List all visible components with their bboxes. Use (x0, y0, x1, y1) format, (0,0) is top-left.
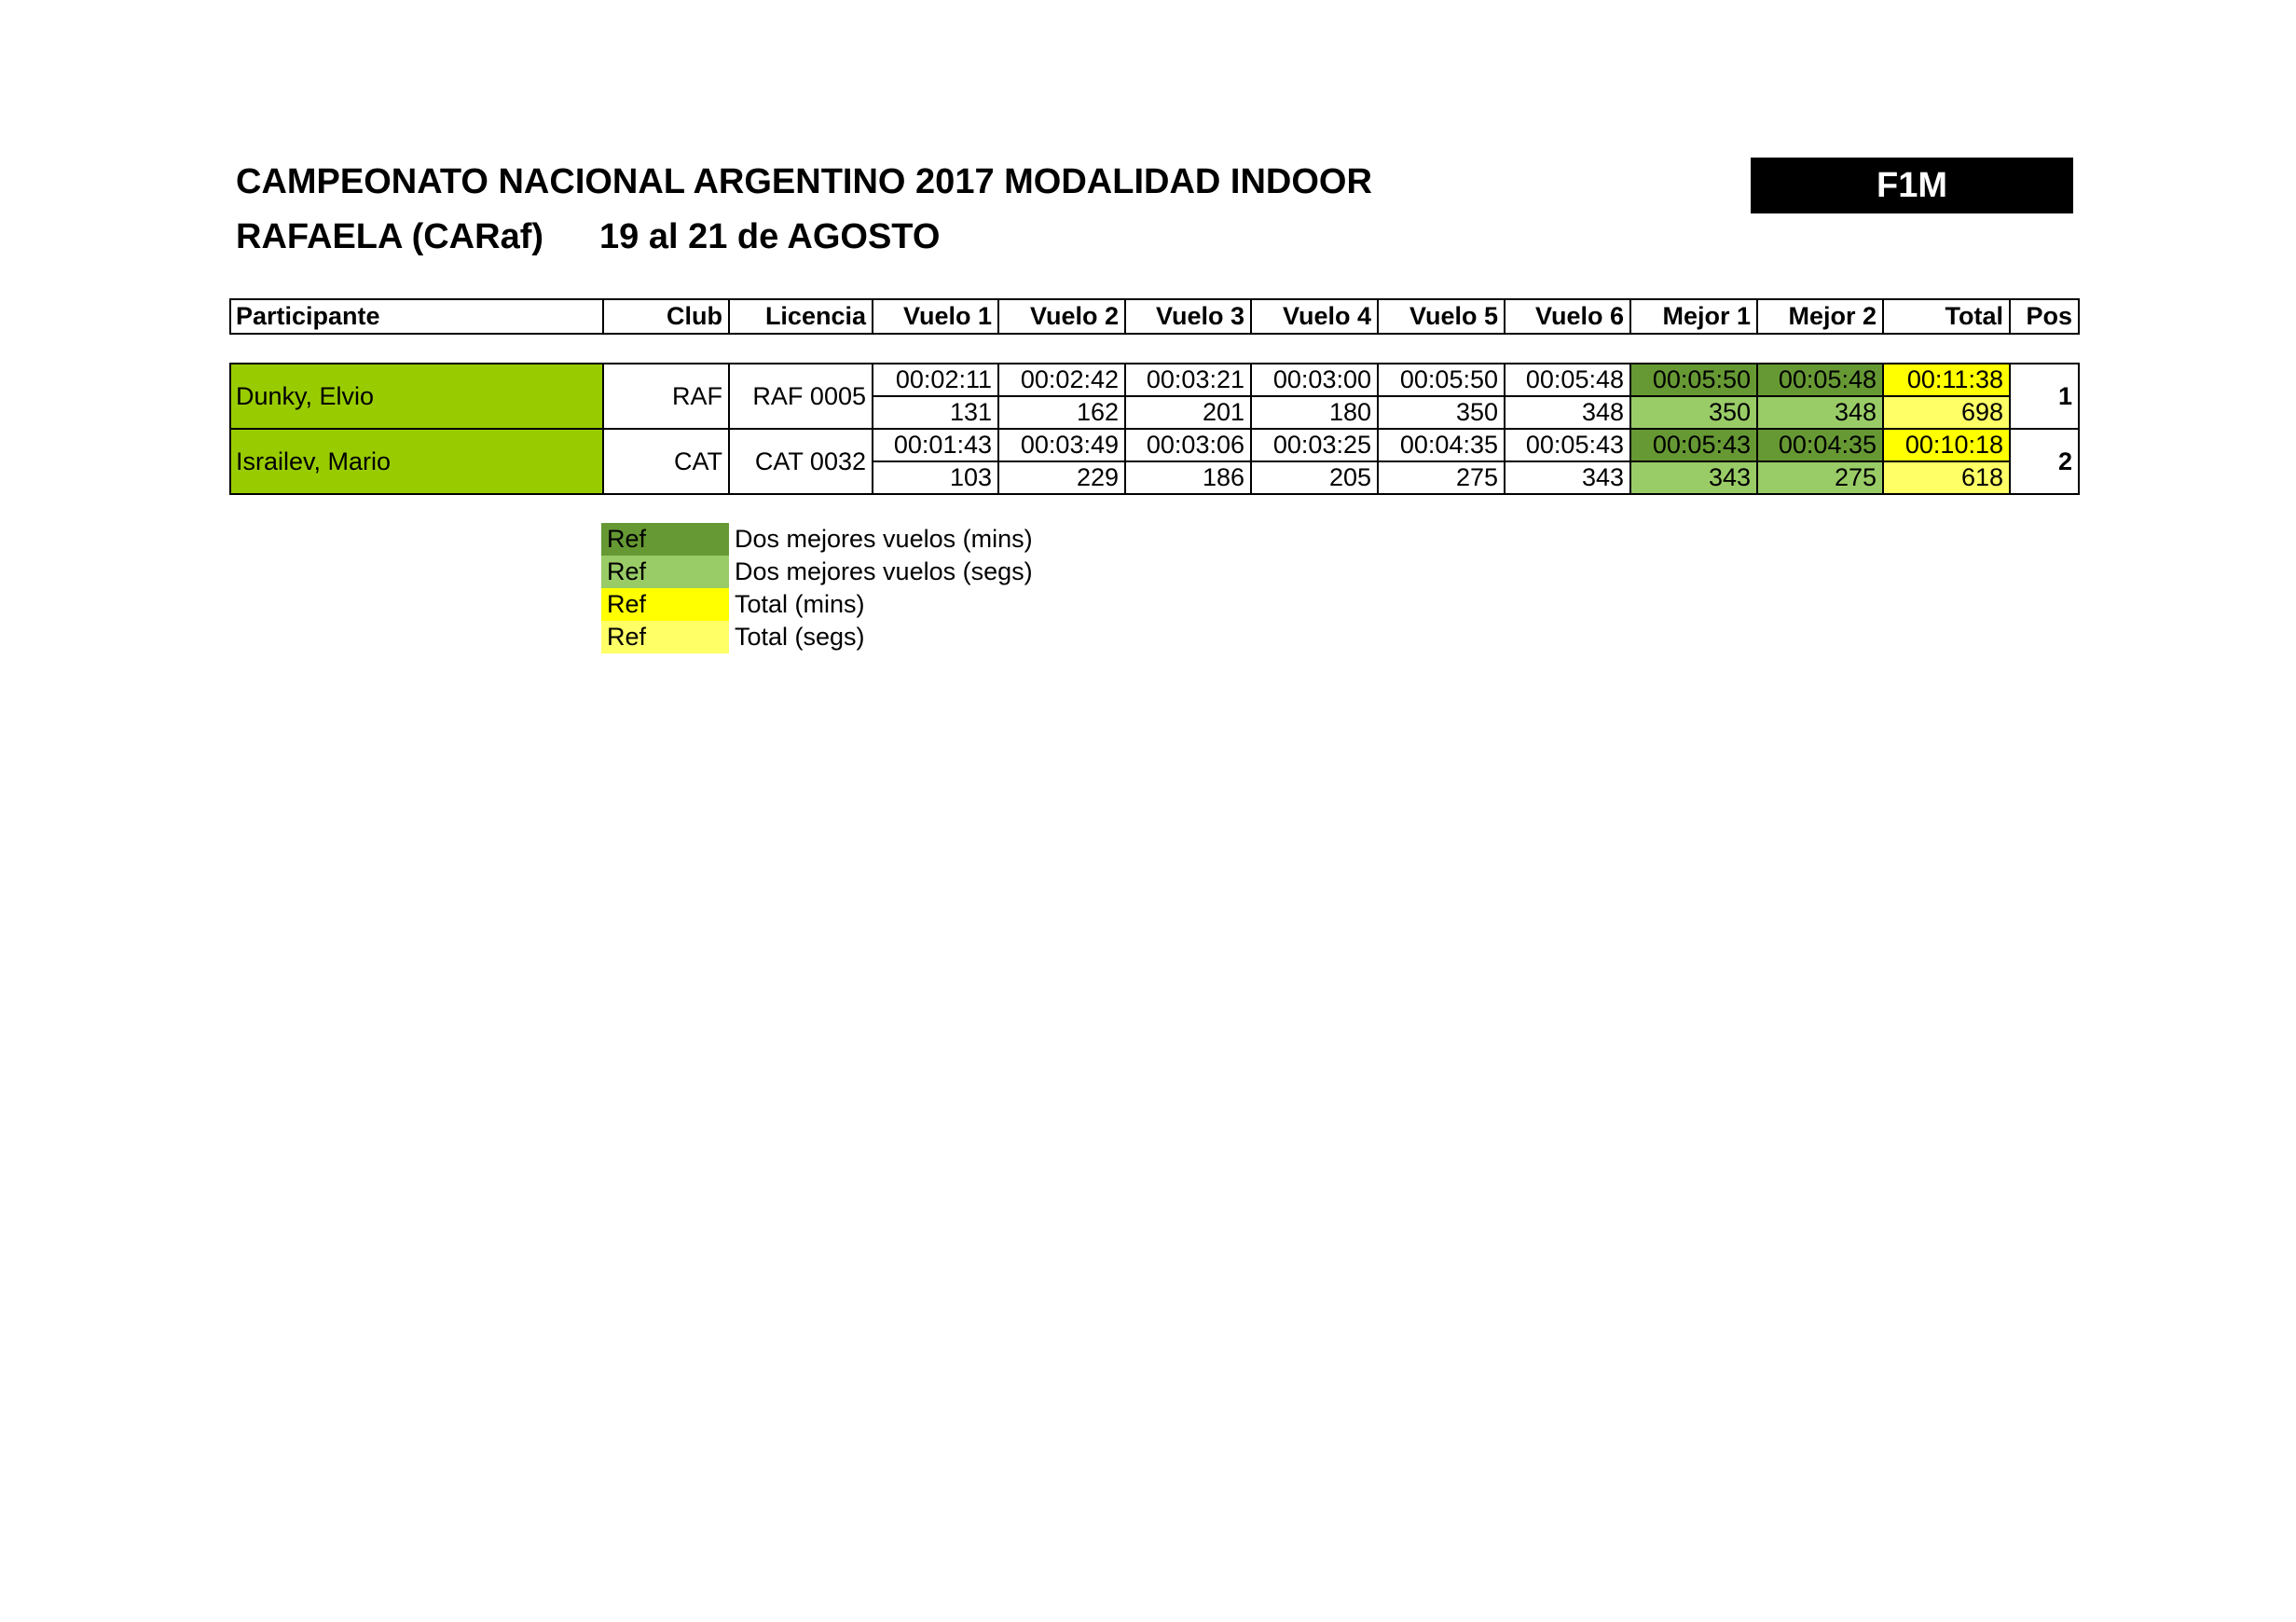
best1-time: 00:05:43 (1630, 429, 1757, 461)
results-table (229, 363, 2080, 495)
best2-secs: 348 (1757, 396, 1883, 429)
flight-time: 00:03:00 (1251, 364, 1378, 396)
results-header (229, 298, 2080, 335)
col-club: Club (603, 299, 729, 334)
legend-label: Total (mins) (735, 590, 865, 618)
flight-time: 00:05:48 (1505, 364, 1630, 396)
header-row (230, 299, 2079, 334)
flight-secs: 348 (1505, 396, 1630, 429)
best2-time: 00:04:35 (1757, 429, 1883, 461)
col-vuelo-6: Vuelo 6 (1505, 299, 1630, 334)
flight-time: 00:03:25 (1251, 429, 1378, 461)
flight-time: 00:02:11 (873, 364, 998, 396)
col-licencia: Licencia (729, 299, 873, 334)
legend-label: Dos mejores vuelos (segs) (735, 557, 1033, 585)
license-cell: RAF 0005 (729, 364, 873, 429)
legend-item (601, 588, 1033, 621)
legend-swatch: Ref (601, 556, 729, 588)
flight-time: 00:03:21 (1125, 364, 1251, 396)
total-secs: 698 (1883, 396, 2010, 429)
flight-time: 00:02:42 (998, 364, 1125, 396)
license-cell: CAT 0032 (729, 429, 873, 494)
col-participante: Participante (230, 299, 603, 334)
color-legend (601, 523, 1033, 653)
col-mejor-1: Mejor 1 (1630, 299, 1757, 334)
best1-time: 00:05:50 (1630, 364, 1757, 396)
flight-time: 00:03:49 (998, 429, 1125, 461)
col-vuelo-2: Vuelo 2 (998, 299, 1125, 334)
total-time: 00:10:18 (1883, 429, 2010, 461)
legend-item (601, 523, 1033, 556)
flight-time: 00:03:06 (1125, 429, 1251, 461)
flight-secs: 229 (998, 461, 1125, 494)
best1-secs: 350 (1630, 396, 1757, 429)
flight-secs: 350 (1378, 396, 1505, 429)
col-pos: Pos (2010, 299, 2079, 334)
legend-swatch: Ref (601, 588, 729, 621)
flight-secs: 180 (1251, 396, 1378, 429)
flight-secs: 343 (1505, 461, 1630, 494)
flight-secs: 201 (1125, 396, 1251, 429)
total-secs: 618 (1883, 461, 2010, 494)
col-vuelo-3: Vuelo 3 (1125, 299, 1251, 334)
event-dates: 19 al 21 de AGOSTO (599, 217, 941, 256)
best2-time: 00:05:48 (1757, 364, 1883, 396)
participant-name: Israilev, Mario (230, 429, 603, 494)
legend-item (601, 621, 1033, 653)
flight-secs: 162 (998, 396, 1125, 429)
category-badge: F1M (1751, 158, 2073, 213)
participant-name: Dunky, Elvio (230, 364, 603, 429)
col-mejor-2: Mejor 2 (1757, 299, 1883, 334)
legend-swatch: Ref (601, 621, 729, 653)
flight-time: 00:01:43 (873, 429, 998, 461)
legend-label: Dos mejores vuelos (mins) (735, 525, 1033, 553)
club-cell: CAT (603, 429, 729, 494)
col-vuelo-5: Vuelo 5 (1378, 299, 1505, 334)
best2-secs: 275 (1757, 461, 1883, 494)
flight-secs: 186 (1125, 461, 1251, 494)
col-vuelo-4: Vuelo 4 (1251, 299, 1378, 334)
table-row (230, 429, 2079, 461)
legend-swatch: Ref (601, 523, 729, 556)
position-cell: 2 (2010, 429, 2079, 494)
legend-label: Total (segs) (735, 623, 865, 651)
flight-time: 00:05:50 (1378, 364, 1505, 396)
position-cell: 1 (2010, 364, 2079, 429)
flight-time: 00:05:43 (1505, 429, 1630, 461)
flight-secs: 103 (873, 461, 998, 494)
page-subtitle (236, 217, 940, 257)
total-time: 00:11:38 (1883, 364, 2010, 396)
col-vuelo-1: Vuelo 1 (873, 299, 998, 334)
table-row (230, 364, 2079, 396)
col-total: Total (1883, 299, 2010, 334)
flight-secs: 131 (873, 396, 998, 429)
best1-secs: 343 (1630, 461, 1757, 494)
legend-item (601, 556, 1033, 588)
flight-secs: 205 (1251, 461, 1378, 494)
flight-time: 00:04:35 (1378, 429, 1505, 461)
club-cell: RAF (603, 364, 729, 429)
flight-secs: 275 (1378, 461, 1505, 494)
page-title: CAMPEONATO NACIONAL ARGENTINO 2017 MODALIDAD INDOOR (236, 162, 1372, 201)
venue: RAFAELA (CARaf) (236, 217, 544, 256)
